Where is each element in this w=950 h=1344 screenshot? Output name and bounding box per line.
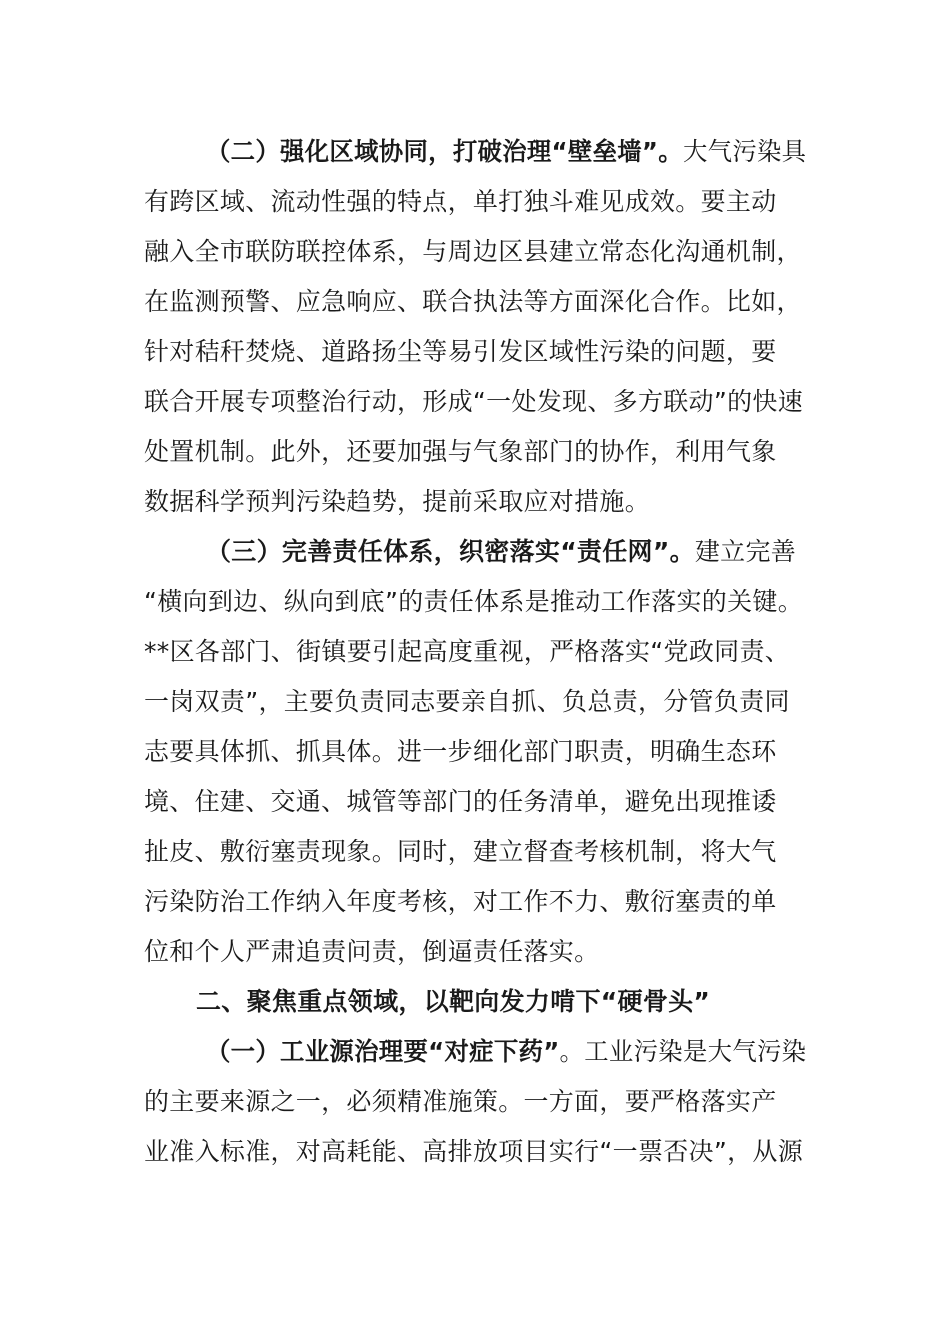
paragraph-text: 扯皮、敷衍塞责现象。同时，建立督查考核机制，将大气 (144, 837, 777, 866)
paragraph-text: 大气污染具 (682, 137, 807, 166)
paragraph-text: 业准入标准，对高耗能、高排放项目实行“一票否决”，从源 (144, 1137, 804, 1166)
paragraph-text: 的主要来源之一，必须精准施策。一方面，要严格落实产 (144, 1087, 777, 1116)
paragraph-text: 处置机制。此外，还要加强与气象部门的协作，利用气象 (144, 437, 777, 466)
paragraph-text: 建立完善 (694, 537, 797, 566)
paragraph-line (144, 777, 777, 827)
paragraph-line (144, 827, 777, 877)
paragraph-line (144, 477, 650, 527)
paragraph-line (144, 1127, 803, 1177)
paragraph-text: 位和个人严肃追责问责，倒逼责任落实。 (144, 937, 600, 966)
paragraph-text: “横向到边、纵向到底”的责任体系是推动工作落实的关键。 (144, 587, 804, 616)
paragraph-line (144, 427, 777, 477)
paragraph-text: 志要具体抓、抓具体。进一步细化部门职责，明确生态环 (144, 737, 777, 766)
paragraph-text: 在监测预警、应急响应、联合执法等方面深化合作。比如， (144, 287, 802, 316)
paragraph-text: 境、住建、交通、城管等部门的任务清单，避免出现推诿 (144, 787, 777, 816)
section-3-heading-line (206, 527, 796, 577)
paragraph-text: 针对秸秆焚烧、道路扬尘等易引发区域性污染的问题，要 (144, 337, 777, 366)
paragraph-text: 污染防治工作纳入年度考核，对工作不力、敷衍塞责的单 (144, 887, 777, 916)
paragraph-line (144, 377, 803, 427)
chapter-heading-line (196, 977, 710, 1027)
section-heading: （二）强化区域协同，打破治理“壁垒墙”。 (206, 137, 683, 166)
chapter-heading: 二、聚焦重点领域，以靶向发力啃下“硬骨头” (196, 987, 711, 1016)
section-heading: （一）工业源治理要“对症下药” (206, 1037, 560, 1066)
paragraph-line (144, 927, 599, 977)
paragraph-text: 。工业污染是大气污染 (559, 1037, 807, 1066)
paragraph-line (144, 227, 802, 277)
paragraph-line (144, 327, 777, 377)
paragraph-line (144, 877, 777, 927)
paragraph-line (144, 177, 777, 227)
paragraph-line (144, 677, 790, 727)
paragraph-line (144, 727, 777, 777)
paragraph-text: 有跨区域、流动性强的特点，单打独斗难见成效。要主动 (144, 187, 777, 216)
paragraph-text: **区各部门、街镇要引起高度重视，严格落实“党政同责、 (144, 637, 791, 666)
paragraph-line (144, 627, 790, 677)
paragraph-line (144, 1077, 777, 1127)
paragraph-line (144, 577, 803, 627)
paragraph-text: 联合开展专项整治行动，形成“一处发现、多方联动”的快速 (144, 387, 804, 416)
section-2-heading-line (206, 127, 806, 177)
paragraph-text: 一岗双责”，主要负责同志要亲自抓、负总责，分管负责同 (144, 687, 790, 716)
section-heading: （三）完善责任体系，织密落实“责任网”。 (206, 537, 695, 566)
paragraph-text: 数据科学预判污染趋势，提前采取应对措施。 (144, 487, 651, 516)
subsection-1-heading-line (206, 1027, 806, 1077)
paragraph-text: 融入全市联防联控体系，与周边区县建立常态化沟通机制， (144, 237, 802, 266)
paragraph-line (144, 277, 802, 327)
